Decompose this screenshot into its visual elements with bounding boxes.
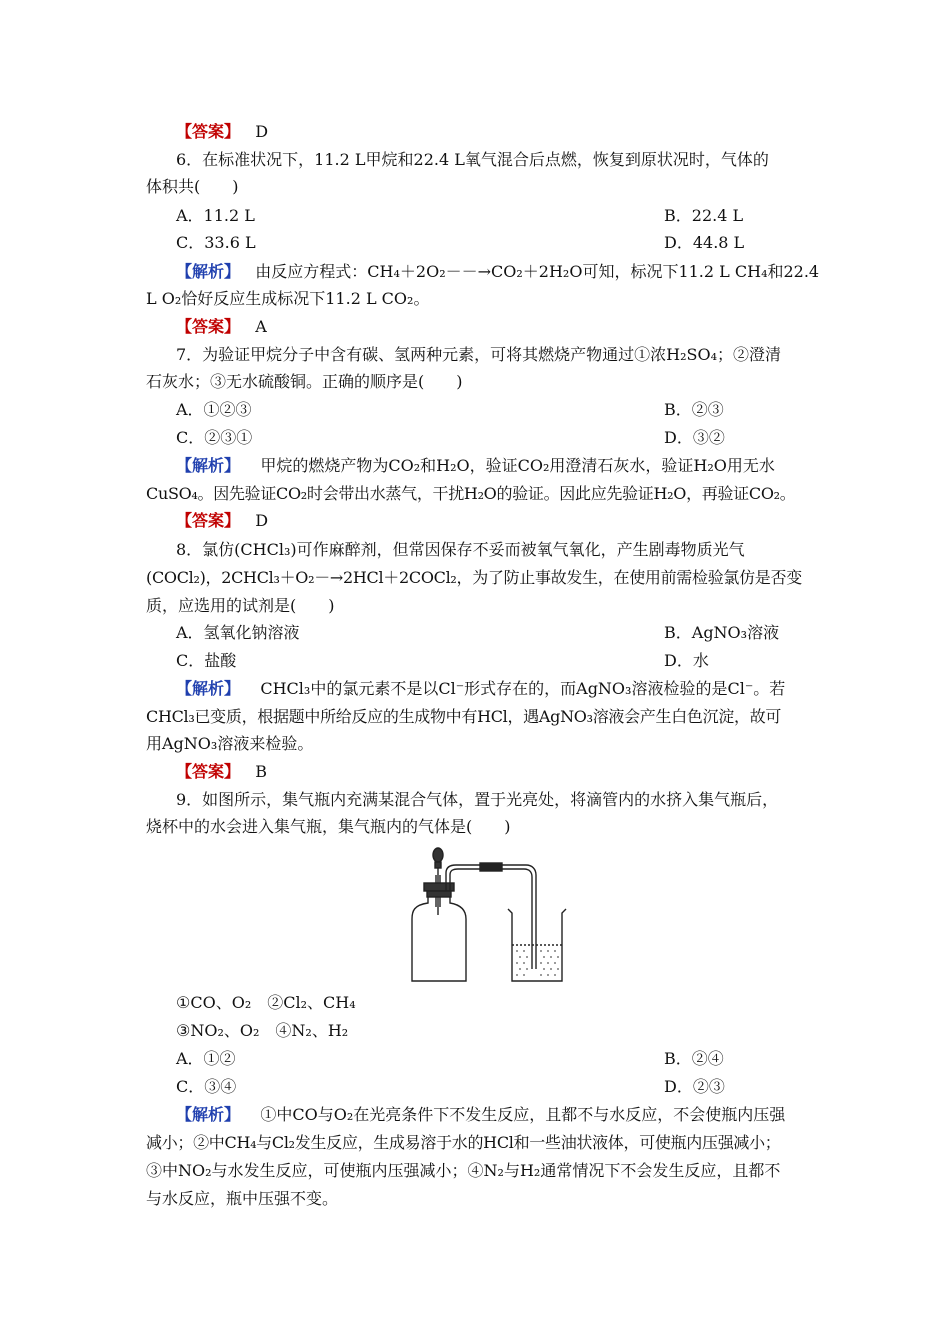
q7-analysis-1 bbox=[176, 455, 775, 477]
q8-analysis-1 bbox=[176, 678, 785, 700]
option-b: B．22.4 L bbox=[664, 206, 744, 225]
q9-analysis-3: ③中NO₂与水发生反应，可使瓶内压强减小；④N₂与H₂通常情况下不会发生反应，且都不 bbox=[146, 1161, 781, 1180]
answer-tag: 【答案】 bbox=[176, 511, 241, 530]
answer-tag: 【答案】 bbox=[176, 317, 241, 336]
option-d: D．44.8 L bbox=[664, 233, 745, 252]
analysis-text: 甲烷的燃烧产物为CO₂和H₂O，验证CO₂用澄清石灰水，验证H₂O用无水 bbox=[260, 456, 775, 475]
q7-stem-2: 石灰水；③无水硫酸铜。正确的顺序是( ) bbox=[146, 372, 463, 391]
q6-stem-2: 体积共( ) bbox=[146, 177, 239, 196]
option-d: D．③② bbox=[664, 428, 725, 447]
option-c: C．②③① bbox=[176, 428, 253, 447]
q8-options-ab bbox=[176, 622, 780, 644]
analysis-text: 由反应方程式：CH₄＋2O₂－－→CO₂＋2H₂O可知，标况下11.2 L CH₄和22.4 bbox=[255, 262, 820, 281]
q5-answer-line bbox=[176, 121, 268, 143]
q9-stem-2: 烧杯中的水会进入集气瓶，集气瓶内的气体是( ) bbox=[146, 817, 511, 836]
option-d: D．②③ bbox=[664, 1077, 725, 1096]
option-c: C．33.6 L bbox=[176, 233, 256, 252]
q6-options-cd bbox=[176, 232, 745, 254]
q9-options-ab bbox=[176, 1048, 724, 1070]
q8-stem-3: 质，应选用的试剂是( ) bbox=[146, 596, 335, 615]
q8-stem-1: 8．氯仿(CHCl₃)可作麻醉剂，但常因保存不妥而被氧气氧化，产生剧毒物质光气 bbox=[176, 540, 745, 559]
q7-analysis-2: CuSO₄。因先验证CO₂时会带出水蒸气，干扰H₂O的验证。因此应先验证H₂O，再验证CO₂。 bbox=[146, 484, 796, 503]
q9-item-2: ③NO₂、O₂ ④N₂、H₂ bbox=[176, 1021, 349, 1040]
answer-value: D bbox=[255, 511, 269, 530]
answer-value: D bbox=[255, 122, 269, 141]
answer-tag: 【答案】 bbox=[176, 122, 241, 141]
q9-analysis-2: 减小；②中CH₄与Cl₂发生反应，生成易溶于水的HCl和一些油状液体，可使瓶内压强减小； bbox=[146, 1133, 781, 1152]
option-b: B．②④ bbox=[664, 1049, 724, 1068]
option-a: A．①② bbox=[176, 1049, 236, 1068]
q7-answer-line bbox=[176, 510, 268, 532]
q6-analysis-1 bbox=[176, 261, 819, 283]
q6-answer-line bbox=[176, 316, 267, 338]
q6-analysis-2: L O₂恰好反应生成标况下11.2 L CO₂。 bbox=[146, 289, 430, 308]
option-c: C．③④ bbox=[176, 1077, 237, 1096]
analysis-text: ①中CO与O₂在光亮条件下不发生反应，且都不与水反应，不会使瓶内压强 bbox=[260, 1105, 786, 1124]
analysis-tag: 【解析】 bbox=[176, 679, 241, 698]
q9-options-cd bbox=[176, 1076, 725, 1098]
option-c: C．盐酸 bbox=[176, 651, 237, 670]
q8-analysis-2: CHCl₃已变质，根据题中所给反应的生成物中有HCl，遇AgNO₃溶液会产生白色沉淀，故可 bbox=[146, 707, 782, 726]
gas-bottle-apparatus-diagram bbox=[400, 845, 580, 985]
analysis-tag: 【解析】 bbox=[176, 1105, 241, 1124]
analysis-text: CHCl₃中的氯元素不是以Cl⁻形式存在的，而AgNO₃溶液检验的是Cl⁻。若 bbox=[260, 679, 786, 698]
q8-options-cd bbox=[176, 650, 709, 672]
analysis-tag: 【解析】 bbox=[176, 262, 241, 281]
answer-value: B bbox=[255, 762, 268, 781]
q9-analysis-4: 与水反应，瓶中压强不变。 bbox=[146, 1189, 339, 1208]
q9-analysis-1 bbox=[176, 1104, 785, 1126]
q9-stem-1: 9．如图所示，集气瓶内充满某混合气体，置于光亮处，将滴管内的水挤入集气瓶后， bbox=[176, 790, 779, 809]
option-b: B．AgNO₃溶液 bbox=[664, 623, 780, 642]
q8-answer-line bbox=[176, 761, 267, 783]
q7-options-cd bbox=[176, 427, 725, 449]
option-d: D．水 bbox=[664, 651, 709, 670]
option-a: A．11.2 L bbox=[176, 206, 255, 225]
answer-value: A bbox=[255, 317, 267, 336]
option-a: A．氢氧化钠溶液 bbox=[176, 623, 300, 642]
analysis-tag: 【解析】 bbox=[176, 456, 241, 475]
q6-stem-1: 6．在标准状况下，11.2 L甲烷和22.4 L氧气混合后点燃，恢复到原状况时，气体的 bbox=[176, 150, 769, 169]
q8-analysis-3: 用AgNO₃溶液来检验。 bbox=[146, 734, 314, 753]
q9-item-1: ①CO、O₂ ②Cl₂、CH₄ bbox=[176, 993, 356, 1012]
option-a: A．①②③ bbox=[176, 400, 252, 419]
q6-options-ab bbox=[176, 205, 744, 227]
answer-tag: 【答案】 bbox=[176, 762, 241, 781]
q8-stem-2: (COCl₂)，2CHCl₃＋O₂－→2HCl＋2COCl₂，为了防止事故发生，在使用前需检验氯仿是否变 bbox=[146, 568, 802, 587]
option-b: B．②③ bbox=[664, 400, 724, 419]
q7-options-ab bbox=[176, 399, 724, 421]
q7-stem-1: 7．为验证甲烷分子中含有碳、氢两种元素，可将其燃烧产物通过①浓H₂SO₄；②澄清 bbox=[176, 345, 782, 364]
